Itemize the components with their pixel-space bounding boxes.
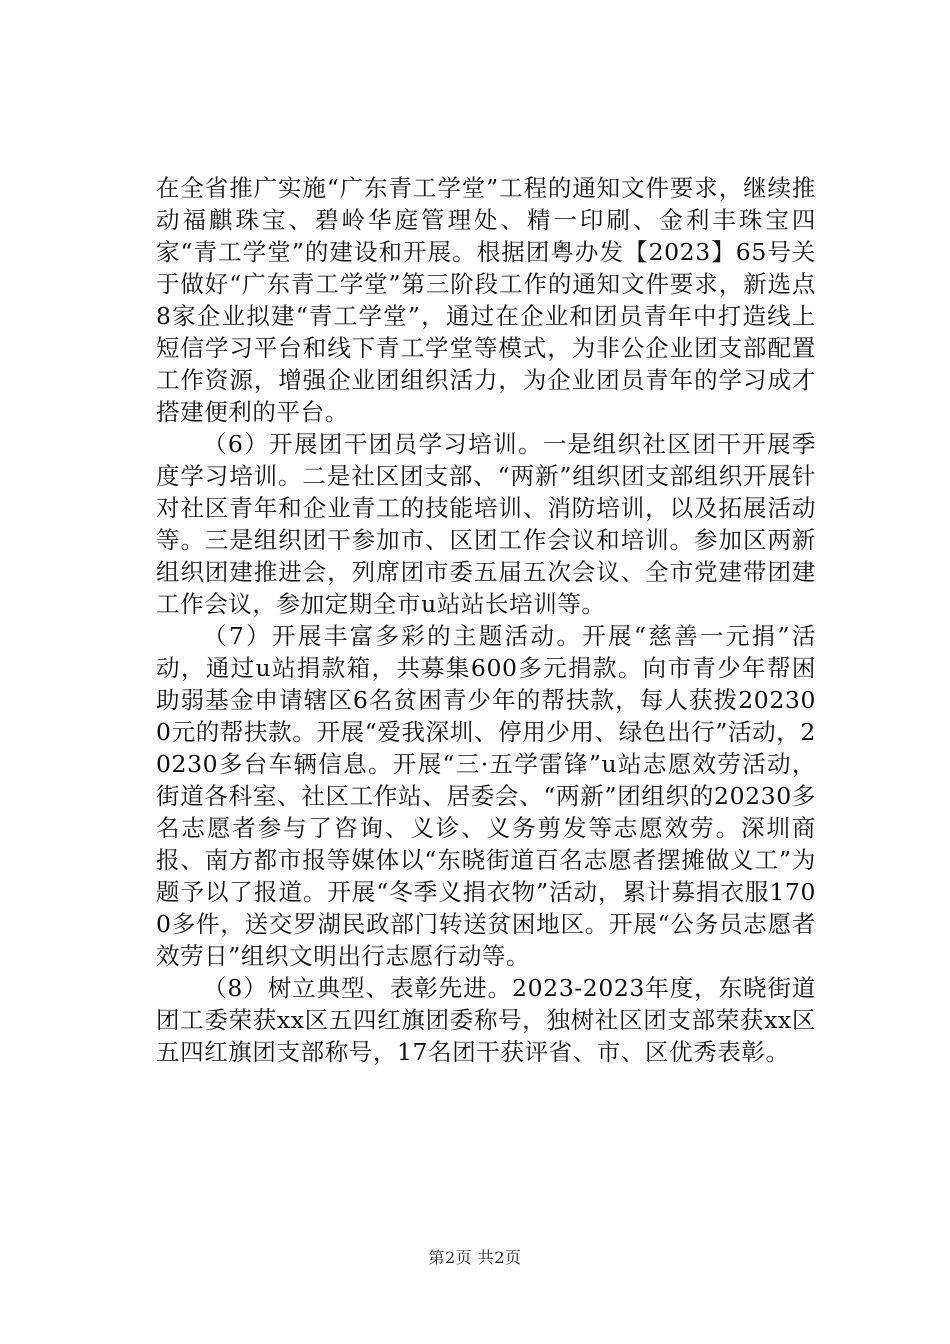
paragraph-item-7: （7）开展丰富多彩的主题活动。开展“慈善一元捐”活动，通过u站捐款箱，共募集600多元捐款。向市青少年帮困助弱基金申请辖区6名贫困青少年的帮扶款，每人获拨202300元的帮扶款。开展“爱我深圳、停用少用、绿色出行”活动，20230多台车辆信息。开展“三·五学雷锋”u站志愿效劳活动，街道各科室、社区工作站、居委会、“两新”团组织的20230多名志愿者参与了咨询、义诊、义务剪发等志愿效劳。深圳商报、南方都市报等媒体以“东晓街道百名志愿者摆摊做义工”为题予以了报道。开展“冬季义捐衣物”活动，累计募捐衣服1700多件，送交罗湖民政部门转送贫困地区。开展“公务员志愿者效劳日”组织文明出行志愿行动等。: [156, 622, 816, 970]
paragraph-item-8: （8）树立典型、表彰先进。2023-2023年度，东晓街道团工委荣获xx区五四红旗团委称号，独树社区团支部荣获xx区五四红旗团支部称号，17名团干获评省、市、区优秀表彰。: [156, 974, 816, 1066]
paragraph-item-6: （6）开展团干团员学习培训。一是组织社区团干开展季度学习培训。二是社区团支部、“两新”组织团支部组织开展针对社区青年和企业青工的技能培训、消防培训，以及拓展活动等。三是组织团干参加市、区团工作会议和培训。参加区两新组织团建推进会，列席团市委五届五次会议、全市党建带团建工作会议，参加定期全市u站站长培训等。: [156, 430, 816, 618]
document-body: [156, 172, 816, 1068]
page-number-footer: 第2页 共2页: [428, 1248, 522, 1267]
paragraph-continuation: 在全省推广实施“广东青工学堂”工程的通知文件要求，继续推动福麒珠宝、碧岭华庭管理处、精一印刷、金利丰珠宝四家“青工学堂”的建设和开展。根据团粤办发【2023】65号关于做好“广东青工学堂”第三阶段工作的通知文件要求，新选点8家企业拟建“青工学堂”，通过在企业和团员青年中打造线上短信学习平台和线下青工学堂等模式，为非公企业团支部配置工作资源，增强企业团组织活力，为企业团员青年的学习成才搭建便利的平台。: [156, 174, 816, 426]
